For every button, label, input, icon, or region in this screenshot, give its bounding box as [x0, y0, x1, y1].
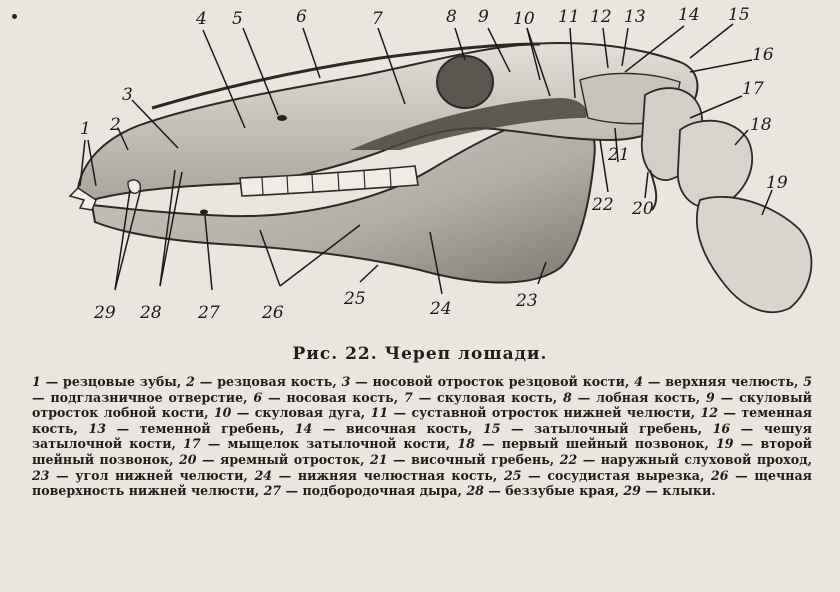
legend-entry: 16 — чешуя затылочной кости,: [32, 420, 812, 452]
legend-description: подглазничное отверстие,: [50, 389, 248, 405]
legend-entry: 19 — второй шейный позвонок,: [32, 436, 812, 467]
atlas-vertebra: [678, 121, 752, 208]
label-25: 25: [344, 289, 366, 309]
label-12: 12: [590, 7, 612, 27]
legend-number: 28: [466, 483, 484, 499]
legend-entry: 4 — верхняя челюсть,: [634, 374, 799, 389]
legend-entry: 18 — первый шейный позвонок,: [457, 436, 709, 452]
legend-number: 29: [623, 483, 641, 499]
legend-description: чешуя затылочной кости,: [32, 420, 812, 452]
legend-number: 22: [559, 451, 578, 467]
label-28: 28: [140, 303, 162, 323]
legend-description: скуловая дуга,: [254, 405, 366, 421]
label-21: 21: [608, 145, 630, 165]
legend-entry: 21 — височный гребень,: [369, 451, 555, 467]
legend-description: носовая кость,: [286, 389, 399, 405]
figure-caption: Рис. 22. Череп лошади.: [292, 344, 548, 364]
legend-number: 5: [803, 374, 813, 389]
label-24: 24: [430, 299, 452, 319]
legend-number: 21: [369, 451, 388, 467]
legend-description: суставной отросток нижней челюсти,: [411, 405, 696, 421]
label-14: 14: [678, 5, 700, 25]
legend-description: нижняя челюстная кость,: [297, 467, 498, 483]
label-3: 3: [122, 85, 133, 105]
label-8: 8: [446, 7, 457, 27]
legend-entry: 26 — щечная поверхность нижней челюсти,: [32, 467, 812, 499]
legend-number: 2: [186, 374, 195, 389]
legend-entry: 29 — клыки.: [623, 483, 716, 499]
legend-description: теменная кость,: [32, 405, 813, 436]
legend-number: 17: [183, 436, 201, 452]
legend-description: щечная поверхность нижней челюсти,: [32, 467, 812, 499]
legend-number: 13: [88, 420, 106, 436]
infraorbital-foramen: [277, 115, 287, 121]
label-13: 13: [624, 7, 646, 27]
legend-entry: 15 — затылочный гребень,: [482, 420, 703, 436]
legend-entry: 10 — скуловая дуга,: [213, 405, 366, 421]
label-7: 7: [372, 9, 383, 29]
label-4: 4: [196, 9, 207, 29]
legend-description: сосудистая вырезка,: [547, 467, 705, 483]
legend-number: 9: [706, 389, 715, 405]
legend-number: 24: [254, 467, 272, 483]
legend-description: беззубые края,: [505, 483, 619, 499]
mental-foramen: [200, 210, 208, 215]
label-29: 29: [94, 303, 116, 323]
label-2: 2: [110, 115, 121, 135]
label-23: 23: [516, 291, 538, 311]
legend-description: носовой отросток резцовой кости,: [372, 374, 630, 389]
legend-number: 26: [710, 467, 729, 483]
legend-number: 3: [341, 374, 351, 389]
legend-description: теменной гребень,: [139, 420, 285, 436]
legend-number: 23: [32, 467, 50, 483]
legend-entry: 9 — скуловый отросток лобной кости,: [32, 389, 812, 421]
label-6: 6: [296, 7, 307, 27]
legend-entry: 14 — височная кость,: [294, 420, 473, 436]
legend-number: 7: [403, 389, 413, 405]
legend-entry: 27 — подбородочная дыра,: [263, 483, 462, 499]
legend-description: мыщелок затылочной кости,: [227, 436, 451, 452]
legend-number: 6: [253, 389, 263, 405]
legend-description: угол нижней челюсти,: [75, 467, 248, 483]
label-11: 11: [558, 7, 580, 27]
legend-description: верхняя челюсть,: [665, 374, 799, 389]
label-22: 22: [592, 195, 614, 215]
frontal-bone-eye: [437, 56, 493, 108]
legend-description: скуловый отросток лобной кости,: [32, 389, 812, 421]
legend-description: височная кость,: [345, 420, 473, 436]
legend-entry: 12 — теменная кость,: [32, 405, 813, 436]
legend-entry: 23 — угол нижней челюсти,: [32, 467, 248, 483]
legend-number: 14: [294, 420, 313, 436]
legend-number: 20: [178, 451, 197, 467]
legend-entry: 13 — теменной гребень,: [88, 420, 285, 436]
legend-number: 10: [213, 405, 232, 421]
legend-description: клыки.: [662, 483, 716, 499]
legend-entry: 1 — резцовые зубы,: [32, 374, 182, 389]
axis-vertebra: [697, 197, 812, 312]
legend-description: височный гребень,: [411, 451, 555, 467]
legend-entry: 7 — скуловая кость,: [403, 389, 558, 405]
legend-description: резцовые зубы,: [63, 374, 182, 389]
legend-number: 11: [370, 405, 389, 421]
legend-description: лобная кость,: [596, 389, 701, 405]
label-16: 16: [752, 45, 774, 65]
legend-number: 8: [562, 389, 572, 405]
label-5: 5: [232, 9, 243, 29]
legend-number: 1: [32, 374, 41, 389]
legend-number: 25: [503, 467, 522, 483]
legend-entry: 17 — мыщелок затылочной кости,: [183, 436, 451, 452]
label-15: 15: [728, 5, 750, 25]
legend-entry: 5 — подглазничное отверстие,: [32, 374, 813, 405]
legend-number: 12: [700, 405, 719, 421]
label-27: 27: [198, 303, 220, 323]
legend-number: 27: [263, 483, 282, 499]
label-9: 9: [478, 7, 489, 27]
label-19: 19: [766, 173, 788, 193]
legend-description: первый шейный позвонок,: [501, 436, 709, 452]
label-10: 10: [513, 9, 535, 29]
label-18: 18: [750, 115, 772, 135]
legend-description: яремный отросток,: [220, 451, 365, 467]
legend-entry: 6 — носовая кость,: [253, 389, 399, 405]
legend-entry: 2 — резцовая кость,: [186, 374, 337, 389]
label-17: 17: [742, 79, 764, 99]
label-26: 26: [262, 303, 284, 323]
legend-number: 19: [716, 436, 734, 452]
legend-description: резцовая кость,: [217, 374, 337, 389]
legend-number: 16: [712, 420, 731, 436]
legend-number: 18: [457, 436, 475, 452]
legend-entry: 11 — суставной отросток нижней челюсти,: [370, 405, 696, 421]
legend-entry: 25 — сосудистая вырезка,: [503, 467, 705, 483]
legend-entry: 28 — беззубые края,: [466, 483, 619, 499]
label-20: 20: [632, 199, 654, 219]
legend-text: [32, 374, 812, 499]
legend-number: 4: [634, 374, 643, 389]
legend-description: скуловая кость,: [437, 389, 558, 405]
legend-entry: 3 — носовой отросток резцовой кости,: [341, 374, 630, 389]
legend-number: 15: [482, 420, 501, 436]
legend-description: подбородочная дыра,: [302, 483, 462, 499]
legend-description: наружный слуховой проход,: [600, 451, 812, 467]
label-1: 1: [80, 119, 91, 139]
legend-entry: 24 — нижняя челюстная кость,: [254, 467, 498, 483]
legend-entry: 8 — лобная кость,: [562, 389, 701, 405]
legend-entry: 20 — яремный отросток,: [178, 451, 365, 467]
legend-description: затылочный гребень,: [534, 420, 703, 436]
legend-description: второй шейный позвонок,: [32, 436, 812, 467]
legend-entry: 22 — наружный слуховой проход,: [559, 451, 812, 467]
